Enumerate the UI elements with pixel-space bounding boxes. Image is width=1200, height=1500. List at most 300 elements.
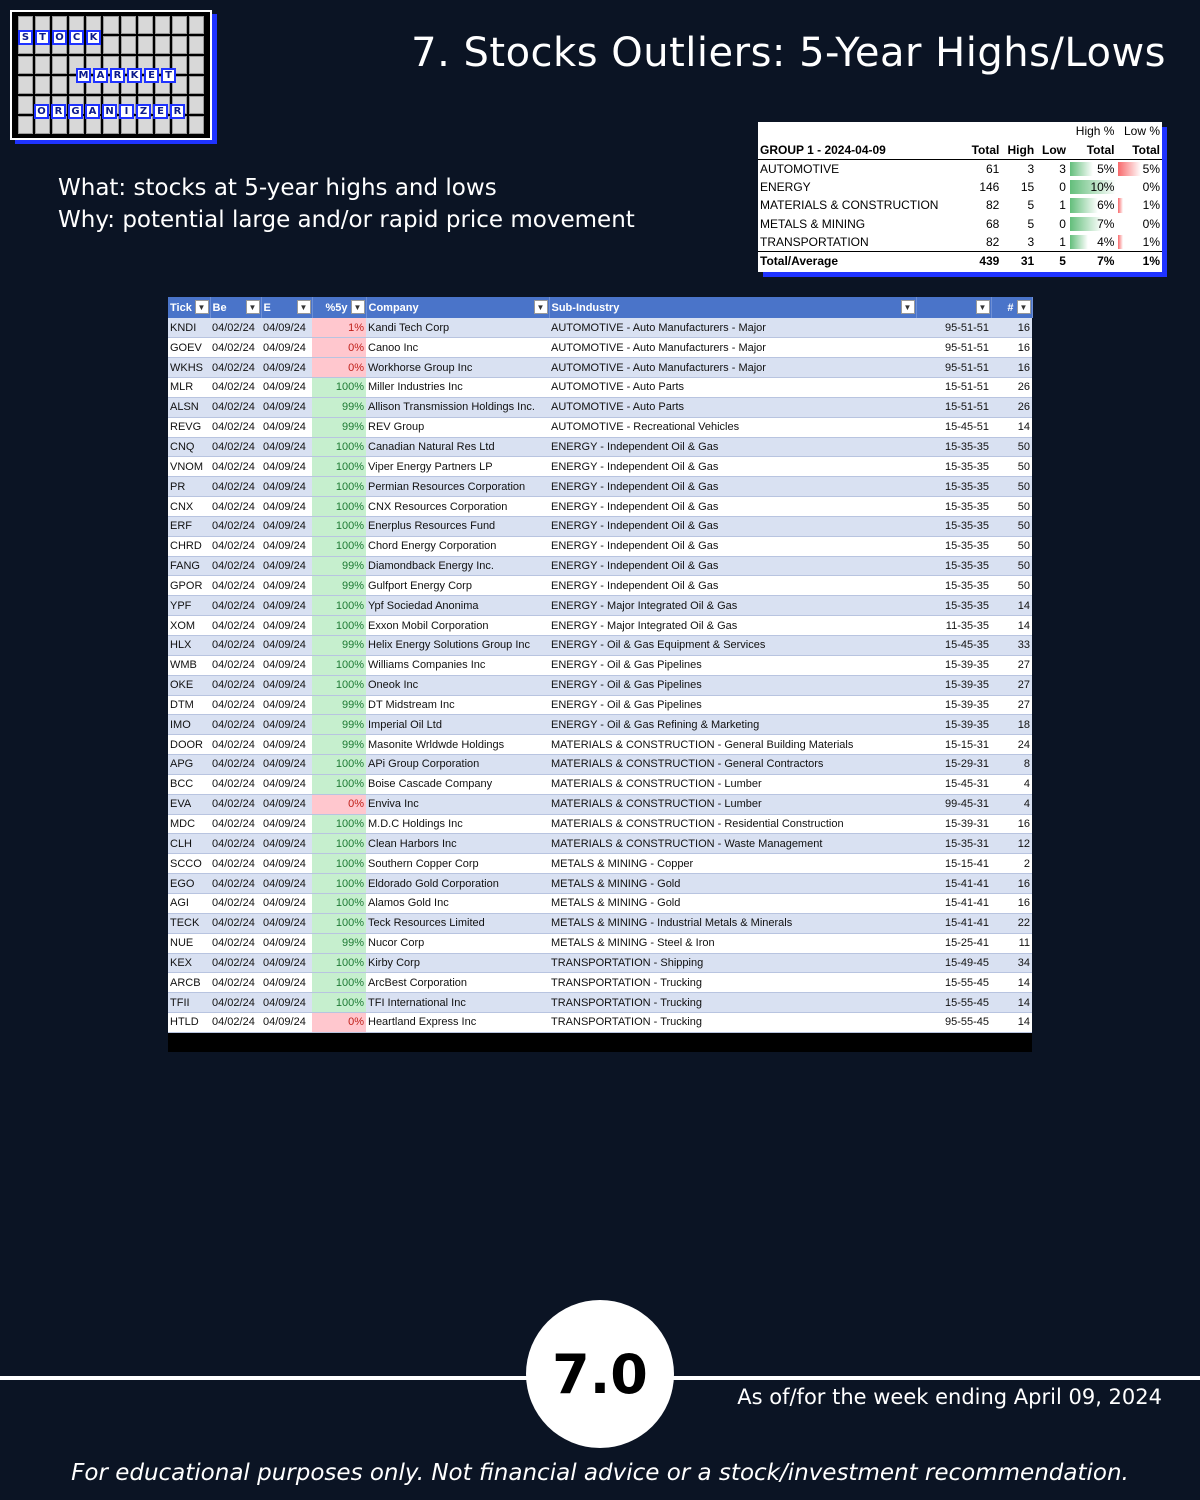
logo-grid-cell [172,36,187,54]
table-row[interactable] [168,497,1032,517]
table-row[interactable] [168,834,1032,854]
table-row[interactable] [168,358,1032,378]
what-why-description [58,172,635,236]
cell-pct-5y: 0% [312,1013,366,1033]
cell-pct-5y: 100% [312,913,366,933]
cell-ticker: IMO [168,715,210,735]
cell-end-date: 04/09/24 [261,695,312,715]
summary-total-label: Total/Average [758,252,965,271]
summary-low-pct-value: 1% [1142,198,1160,213]
table-row[interactable] [168,338,1032,358]
cell-sub-industry: ENERGY - Independent Oil & Gas [549,536,916,556]
cell-pct-5y: 99% [312,695,366,715]
logo-grid-cell [172,16,187,34]
table-row[interactable] [168,417,1032,437]
cell-count: 26 [991,397,1032,417]
cell-begin-date: 04/02/24 [210,675,261,695]
summary-header-high: High [1001,141,1036,160]
cell-sub-industry: MATERIALS & CONSTRUCTION - Residential Construction [549,814,916,834]
cell-ticker: MDC [168,814,210,834]
summary-row [758,159,1162,178]
cell-pct-5y: 100% [312,616,366,636]
filter-dropdown-icon[interactable]: ▼ [246,300,260,314]
cell-sub-industry: MATERIALS & CONSTRUCTION - Lumber [549,794,916,814]
column-header-ticker[interactable] [168,297,210,318]
cell-count: 27 [991,675,1032,695]
summary-cell-low: 1 [1059,235,1066,249]
table-row[interactable] [168,755,1032,775]
cell-score: 15-35-35 [916,457,991,477]
summary-low-databar [1118,162,1141,176]
table-row[interactable] [168,636,1032,656]
cell-score: 15-15-31 [916,735,991,755]
cell-begin-date: 04/02/24 [210,993,261,1013]
cell-company: Teck Resources Limited [366,913,549,933]
cell-ticker: KEX [168,953,210,973]
summary-cell-total: 82 [986,235,1000,249]
cell-score: 11-35-35 [916,616,991,636]
cell-begin-date: 04/02/24 [210,378,261,398]
cell-score: 15-35-35 [916,536,991,556]
cell-score: 15-35-35 [916,556,991,576]
summary-header-low-pct-top: Low % [1123,124,1160,139]
table-footer-row [168,1032,1032,1052]
cell-score: 15-55-45 [916,993,991,1013]
cell-company: Chord Energy Corporation [366,536,549,556]
cell-pct-5y: 100% [312,755,366,775]
cell-pct-5y: 100% [312,953,366,973]
logo-grid-cell [138,16,153,34]
cell-sub-industry: ENERGY - Independent Oil & Gas [549,477,916,497]
logo-word-market [76,68,176,83]
summary-row [758,178,1162,197]
table-row[interactable] [168,457,1032,477]
table-row[interactable] [168,993,1032,1013]
cell-end-date: 04/09/24 [261,636,312,656]
cell-count: 11 [991,933,1032,953]
logo-grid-cell [189,16,204,34]
why-text: Why: potential large and/or rapid price movement [58,207,635,233]
cell-company: Gulfport Energy Corp [366,576,549,596]
cell-company: Workhorse Group Inc [366,358,549,378]
cell-pct-5y: 100% [312,516,366,536]
cell-sub-industry: METALS & MINING - Gold [549,893,916,913]
cell-count: 4 [991,794,1032,814]
cell-end-date: 04/09/24 [261,437,312,457]
cell-count: 33 [991,636,1032,656]
table-row[interactable] [168,695,1032,715]
cell-score: 15-51-51 [916,378,991,398]
logo-grid-cell [189,116,204,134]
summary-cell-low-pct [1116,159,1162,178]
cell-sub-industry: ENERGY - Independent Oil & Gas [549,437,916,457]
footer-cell [916,1032,991,1052]
column-header-label: %5y [325,301,348,314]
logo-letter: I [119,104,134,119]
cell-score: 15-29-31 [916,755,991,775]
cell-count: 50 [991,556,1032,576]
summary-total-low: 5 [1036,252,1068,271]
cell-score: 15-51-51 [916,397,991,417]
cell-score: 95-51-51 [916,318,991,338]
filter-dropdown-icon[interactable]: ▼ [297,300,311,314]
cell-begin-date: 04/02/24 [210,596,261,616]
cell-score: 15-45-35 [916,636,991,656]
disclaimer: For educational purposes only. Not financial advice or a stock/investment recommendation. [71,1460,1129,1486]
cell-ticker: ARCB [168,973,210,993]
cell-sub-industry: ENERGY - Independent Oil & Gas [549,457,916,477]
cell-end-date: 04/09/24 [261,794,312,814]
cell-company: REV Group [366,417,549,437]
table-row[interactable] [168,556,1032,576]
table-row[interactable] [168,715,1032,735]
cell-sub-industry: MATERIALS & CONSTRUCTION - General Contractors [549,755,916,775]
cell-end-date: 04/09/24 [261,397,312,417]
cell-pct-5y: 100% [312,675,366,695]
table-row[interactable] [168,874,1032,894]
logo-grid-cell [189,36,204,54]
column-header-company[interactable] [366,297,549,318]
column-header-end-date[interactable] [261,297,312,318]
summary-cell-low: 3 [1059,161,1066,176]
cell-begin-date: 04/02/24 [210,695,261,715]
logo-letter: O [34,104,49,119]
column-header-begin-date[interactable] [210,297,261,318]
summary-cell-high-pct [1068,215,1116,234]
table-row[interactable] [168,576,1032,596]
footer-cell [991,1032,1032,1052]
table-row[interactable] [168,1013,1032,1033]
cell-company: TFI International Inc [366,993,549,1013]
cell-sub-industry: AUTOMOTIVE - Auto Manufacturers - Major [549,318,916,338]
table-row[interactable] [168,774,1032,794]
column-header-score[interactable] [916,297,991,318]
cell-pct-5y: 100% [312,814,366,834]
cell-count: 24 [991,735,1032,755]
logo-letter: C [69,30,84,45]
cell-end-date: 04/09/24 [261,596,312,616]
cell-count: 14 [991,417,1032,437]
cell-ticker: ERF [168,516,210,536]
cell-count: 14 [991,973,1032,993]
cell-pct-5y: 99% [312,397,366,417]
table-row[interactable] [168,536,1032,556]
cell-count: 14 [991,596,1032,616]
cell-ticker: WKHS [168,358,210,378]
cell-sub-industry: MATERIALS & CONSTRUCTION - General Building Materials [549,735,916,755]
stock-market-organizer-logo [10,10,212,140]
group-summary-table [758,122,1162,272]
table-row[interactable] [168,675,1032,695]
table-row[interactable] [168,814,1032,834]
cell-ticker: OKE [168,675,210,695]
summary-low-pct-value: 0% [1142,179,1160,194]
cell-pct-5y: 100% [312,874,366,894]
footer-cell [261,1032,312,1052]
cell-pct-5y: 0% [312,794,366,814]
cell-company: ArcBest Corporation [366,973,549,993]
cell-count: 4 [991,774,1032,794]
summary-cell-high-pct [1068,159,1116,178]
cell-begin-date: 04/02/24 [210,893,261,913]
summary-cell-high: 3 [1027,161,1035,176]
table-row[interactable] [168,437,1032,457]
summary-high-pct-value: 5% [1097,161,1115,176]
cell-sub-industry: MATERIALS & CONSTRUCTION - Waste Management [549,834,916,854]
logo-grid-cell [35,76,50,94]
cell-company: Clean Harbors Inc [366,834,549,854]
logo-grid-cell [189,76,204,94]
page-number-badge: 7.0 [526,1300,674,1448]
cell-ticker: NUE [168,933,210,953]
cell-pct-5y: 1% [312,318,366,338]
summary-cell-low-pct [1116,196,1162,215]
cell-pct-5y: 100% [312,437,366,457]
summary-cell-low: 0 [1059,179,1066,194]
column-header-label: Sub-Industry [551,301,620,314]
cell-begin-date: 04/02/24 [210,1013,261,1033]
filter-dropdown-icon[interactable]: ▼ [976,300,990,314]
summary-row [758,196,1162,215]
stock-outliers-table [168,297,1032,1051]
cell-end-date: 04/09/24 [261,378,312,398]
table-row[interactable] [168,794,1032,814]
cell-end-date: 04/09/24 [261,814,312,834]
cell-score: 15-55-45 [916,973,991,993]
cell-score: 15-45-31 [916,774,991,794]
cell-sub-industry: ENERGY - Independent Oil & Gas [549,556,916,576]
cell-company: Williams Companies Inc [366,655,549,675]
cell-company: Exxon Mobil Corporation [366,616,549,636]
cell-ticker: TFII [168,993,210,1013]
cell-count: 16 [991,338,1032,358]
summary-total-high: 31 [1001,252,1036,271]
cell-begin-date: 04/02/24 [210,576,261,596]
cell-ticker: GOEV [168,338,210,358]
cell-end-date: 04/09/24 [261,358,312,378]
cell-end-date: 04/09/24 [261,1013,312,1033]
cell-score: 15-41-41 [916,913,991,933]
cell-end-date: 04/09/24 [261,893,312,913]
summary-high-pct-value: 4% [1097,235,1115,249]
cell-score: 15-15-41 [916,854,991,874]
cell-begin-date: 04/02/24 [210,735,261,755]
cell-begin-date: 04/02/24 [210,497,261,517]
cell-score: 95-51-51 [916,358,991,378]
logo-grid-cell [103,16,118,34]
cell-end-date: 04/09/24 [261,834,312,854]
filter-dropdown-icon[interactable]: ▼ [901,300,915,314]
cell-company: Oneok Inc [366,675,549,695]
filter-dropdown-icon[interactable]: ▼ [534,300,548,314]
cell-company: DT Midstream Inc [366,695,549,715]
filter-dropdown-icon[interactable]: ▼ [195,300,209,314]
footer-cell [366,1032,549,1052]
cell-end-date: 04/09/24 [261,536,312,556]
cell-count: 22 [991,913,1032,933]
cell-ticker: ALSN [168,397,210,417]
as-of-date: As of/for the week ending April 09, 2024 [737,1385,1162,1409]
logo-letter: K [86,30,101,45]
cell-begin-date: 04/02/24 [210,318,261,338]
summary-cell-name: ENERGY [760,179,811,194]
cell-sub-industry: AUTOMOTIVE - Auto Parts [549,378,916,398]
table-row[interactable] [168,397,1032,417]
column-header-label: Be [212,301,227,314]
cell-end-date: 04/09/24 [261,993,312,1013]
cell-end-date: 04/09/24 [261,417,312,437]
cell-company: Boise Cascade Company [366,774,549,794]
cell-sub-industry: MATERIALS & CONSTRUCTION - Lumber [549,774,916,794]
cell-sub-industry: METALS & MINING - Copper [549,854,916,874]
cell-company: Helix Energy Solutions Group Inc [366,636,549,656]
footer-cell [549,1032,916,1052]
table-row[interactable] [168,477,1032,497]
summary-high-pct-value: 10% [1090,179,1115,194]
cell-pct-5y: 100% [312,497,366,517]
table-row[interactable] [168,655,1032,675]
cell-company: APi Group Corporation [366,755,549,775]
logo-grid-cell [35,56,50,74]
summary-high-databar [1070,162,1093,176]
cell-end-date: 04/09/24 [261,953,312,973]
cell-score: 95-55-45 [916,1013,991,1033]
cell-pct-5y: 0% [312,338,366,358]
summary-cell-total: 61 [986,161,1000,176]
filter-dropdown-icon[interactable]: ▼ [351,300,365,314]
cell-end-date: 04/09/24 [261,318,312,338]
cell-pct-5y: 99% [312,417,366,437]
cell-count: 2 [991,854,1032,874]
cell-count: 26 [991,378,1032,398]
cell-count: 50 [991,576,1032,596]
summary-cell-high: 15 [1020,179,1035,194]
cell-begin-date: 04/02/24 [210,953,261,973]
cell-pct-5y: 100% [312,378,366,398]
table-row[interactable] [168,735,1032,755]
cell-begin-date: 04/02/24 [210,477,261,497]
logo-grid-cell [155,36,170,54]
cell-sub-industry: AUTOMOTIVE - Auto Parts [549,397,916,417]
cell-company: Viper Energy Partners LP [366,457,549,477]
cell-score: 15-35-35 [916,477,991,497]
column-header-pct-5y[interactable] [312,297,366,318]
column-header-label: # [1007,301,1014,314]
cell-sub-industry: ENERGY - Independent Oil & Gas [549,576,916,596]
cell-end-date: 04/09/24 [261,576,312,596]
cell-pct-5y: 100% [312,477,366,497]
cell-score: 15-45-51 [916,417,991,437]
table-row[interactable] [168,973,1032,993]
cell-company: Permian Resources Corporation [366,477,549,497]
filter-dropdown-icon[interactable]: ▼ [1017,300,1031,314]
table-row[interactable] [168,516,1032,536]
column-header-label: Company [368,301,419,314]
cell-count: 14 [991,993,1032,1013]
logo-grid-cell [18,116,33,134]
logo-letter: T [35,30,50,45]
page-title: 7. Stocks Outliers: 5-Year Highs/Lows [411,30,1166,76]
summary-cell-total: 68 [986,216,1000,231]
footer-cell [312,1032,366,1052]
cell-ticker: GPOR [168,576,210,596]
footer-cell [210,1032,261,1052]
logo-letter: T [161,68,176,83]
cell-sub-industry: AUTOMOTIVE - Auto Manufacturers - Major [549,338,916,358]
column-header-count[interactable] [991,297,1032,318]
cell-score: 15-35-35 [916,576,991,596]
summary-high-databar [1070,235,1088,249]
cell-end-date: 04/09/24 [261,497,312,517]
cell-ticker: BCC [168,774,210,794]
cell-company: Canadian Natural Res Ltd [366,437,549,457]
table-row[interactable] [168,378,1032,398]
cell-end-date: 04/09/24 [261,457,312,477]
cell-sub-industry: AUTOMOTIVE - Recreational Vehicles [549,417,916,437]
table-row[interactable] [168,913,1032,933]
cell-end-date: 04/09/24 [261,477,312,497]
logo-letter: R [110,68,125,83]
logo-grid-cell [138,36,153,54]
logo-grid-cell [189,96,204,114]
cell-begin-date: 04/02/24 [210,417,261,437]
summary-low-pct-value: 0% [1142,216,1160,231]
cell-count: 16 [991,318,1032,338]
summary-cell-high: 5 [1027,198,1035,213]
cell-company: Enviva Inc [366,794,549,814]
cell-score: 15-39-35 [916,655,991,675]
logo-letter: S [18,30,33,45]
cell-begin-date: 04/02/24 [210,358,261,378]
cell-count: 8 [991,755,1032,775]
summary-header-high-pct: Total [1068,141,1116,160]
cell-ticker: CLH [168,834,210,854]
summary-cell-name: TRANSPORTATION [760,235,869,249]
summary-cell-low-pct [1116,215,1162,234]
table-row[interactable] [168,893,1032,913]
cell-ticker: TECK [168,913,210,933]
logo-grid-cell [189,56,204,74]
table-row[interactable] [168,953,1032,973]
cell-pct-5y: 100% [312,973,366,993]
logo-grid-cell [52,56,67,74]
cell-sub-industry: ENERGY - Oil & Gas Equipment & Services [549,636,916,656]
cell-end-date: 04/09/24 [261,735,312,755]
cell-pct-5y: 0% [312,358,366,378]
logo-grid-cell [52,76,67,94]
cell-begin-date: 04/02/24 [210,755,261,775]
logo-letter: R [170,104,185,119]
table-row[interactable] [168,854,1032,874]
summary-high-pct-value: 6% [1097,198,1115,213]
logo-grid-cell [155,16,170,34]
cell-ticker: HLX [168,636,210,656]
cell-sub-industry: ENERGY - Independent Oil & Gas [549,516,916,536]
cell-company: CNX Resources Corporation [366,497,549,517]
cell-ticker: PR [168,477,210,497]
table-row[interactable] [168,318,1032,338]
cell-sub-industry: METALS & MINING - Gold [549,874,916,894]
table-row[interactable] [168,933,1032,953]
logo-letter: O [52,30,67,45]
summary-low-pct-value: 5% [1142,161,1160,176]
table-row[interactable] [168,616,1032,636]
summary-cell-high-pct [1068,233,1116,252]
cell-pct-5y: 100% [312,655,366,675]
cell-count: 50 [991,437,1032,457]
column-header-sub-industry[interactable] [549,297,916,318]
table-row[interactable] [168,596,1032,616]
